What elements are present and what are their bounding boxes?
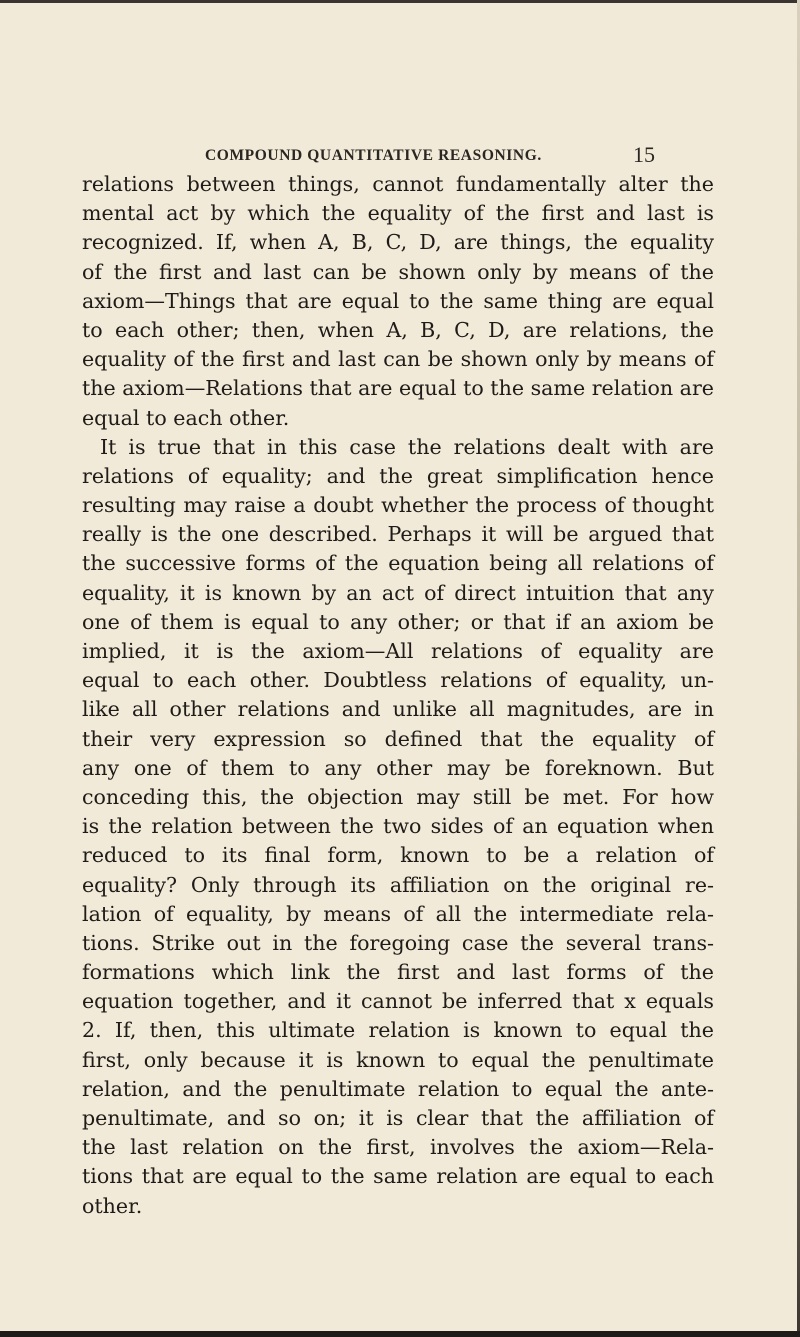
text-line: the successive forms of the equation being all relations of xyxy=(82,551,714,576)
text-line: relations between things, cannot fundamentally alter the xyxy=(82,172,714,196)
text-line: their very expression so defined that the equality of xyxy=(82,726,714,751)
text-line: 2. If, then, this ultimate relation is known to equal the xyxy=(82,1018,714,1043)
text-line: reduced to its final form, known to be a relation of xyxy=(82,843,714,868)
text-line: like all other relations and unlike all magnitudes, are in xyxy=(82,697,714,722)
text-line: the axiom—Relations that are equal to the same relation are xyxy=(82,376,714,401)
text-line: one of them is equal to any other; or that if an axiom be xyxy=(82,609,714,634)
text-line: axiom—Things that are equal to the same thing are equal xyxy=(82,288,714,313)
text-line: is the relation between the two sides of an equation when xyxy=(82,814,714,839)
page-header xyxy=(205,142,655,167)
body-text xyxy=(82,170,714,1221)
text-line: implied, it is the axiom—All relations of equality are xyxy=(82,639,714,663)
text-line: relation, and the penultimate relation to equal the ante- xyxy=(82,1076,714,1101)
top-page-edge xyxy=(0,0,800,3)
text-line: equal to each other. Doubtless relations of equality, un- xyxy=(82,668,714,693)
text-line: other. xyxy=(82,1193,143,1218)
text-line: relations of equality; and the great simplification hence xyxy=(82,463,714,488)
text-line: equality, it is known by an act of direct intuition that any xyxy=(82,580,714,605)
text-line: equality? Only through its affiliation on the original re- xyxy=(82,872,714,897)
text-line: resulting may raise a doubt whether the process of thought xyxy=(82,493,714,518)
text-line: conceding this, the objection may still be met. For how xyxy=(82,784,714,809)
page-number: 15 xyxy=(633,142,655,167)
text-line: formations which link the first and last forms of the xyxy=(82,960,714,985)
text-line: lation of equality, by means of all the intermediate rela- xyxy=(82,901,714,926)
text-line: penultimate, and so on; it is clear that the affiliation of xyxy=(82,1106,714,1130)
bottom-page-edge xyxy=(0,1331,800,1337)
text-line: really is the one described. Perhaps it will be argued that xyxy=(82,522,714,547)
running-title: COMPOUND QUANTITATIVE REASONING. xyxy=(205,147,542,164)
text-line: the last relation on the first, involves the axiom—Rela- xyxy=(82,1135,714,1160)
text-line: any one of them to any other may be foreknown. But xyxy=(82,755,714,780)
text-line: equality of the first and last can be shown only by means of xyxy=(82,347,714,372)
text-line: to each other; then, when A, B, C, D, are relations, the xyxy=(82,317,714,342)
text-line: recognized. If, when A, B, C, D, are things, the equality xyxy=(82,230,714,255)
text-line: It is true that in this case the relations dealt with are xyxy=(100,434,714,459)
text-line: of the first and last can be shown only by means of the xyxy=(82,259,714,284)
text-line: tions that are equal to the same relation are equal to each xyxy=(82,1164,714,1189)
text-line: first, only because it is known to equal the penultimate xyxy=(82,1047,714,1072)
text-line: mental act by which the equality of the first and last is xyxy=(82,201,714,226)
text-line: equal to each other. xyxy=(82,405,290,430)
text-line: tions. Strike out in the foregoing case the several trans- xyxy=(82,930,714,955)
text-line: equation together, and it cannot be inferred that x equals xyxy=(82,989,714,1014)
